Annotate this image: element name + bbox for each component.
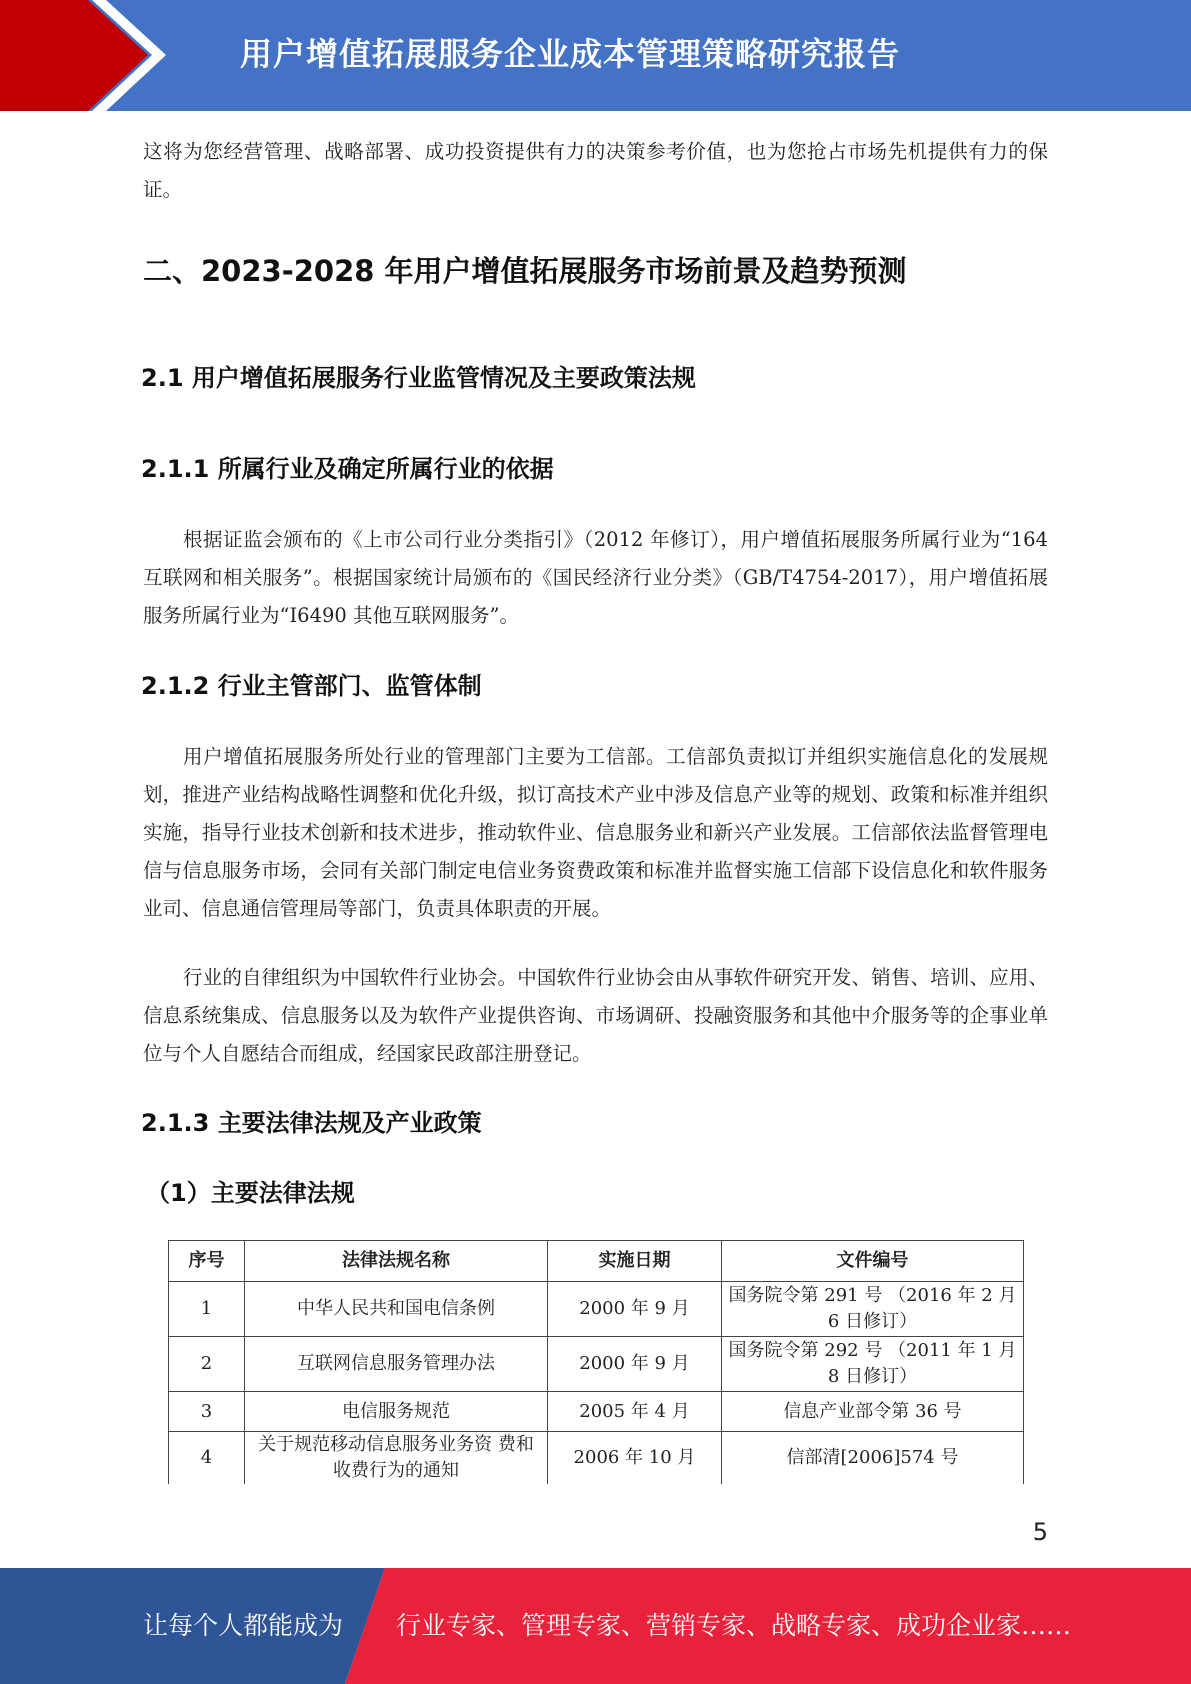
table-header-row <box>169 1241 1024 1282</box>
cell-doc: 国务院令第 292 号 （2011 年 1 月 8 日修订） <box>722 1337 1024 1392</box>
section-2-1-1-paragraph: 根据证监会颁布的《上市公司行业分类指引》（2012 年修订），用户增值拓展服务所属行业为“164 互联网和相关服务”。根据国家统计局颁布的《国民经济行业分类》（GB/T4754-2017），用户增值拓展服务所属行业为“I6490 其他互联网服务”。 <box>143 528 1048 627</box>
section-2-1-1-heading: 2.1.1 所属行业及确定所属行业的依据 <box>141 455 554 483</box>
cell-date: 2000 年 9 月 <box>548 1337 722 1392</box>
footer-banner <box>0 1568 1191 1684</box>
section-2-1-2-heading: 2.1.2 行业主管部门、监管体制 <box>141 672 482 700</box>
column-header-name: 法律法规名称 <box>245 1241 548 1282</box>
column-header-date: 实施日期 <box>548 1241 722 1282</box>
laws-table <box>168 1240 1024 1484</box>
column-header-no: 序号 <box>169 1241 245 1282</box>
section-2-1-2-paragraph-2: 行业的自律组织为中国软件行业协会。中国软件行业协会由从事软件研究开发、销售、培训、应用、信息系统集成、信息服务以及为软件产业提供咨询、市场调研、投融资服务和其他中介服务等的企事业单位与个人自愿结合而组成，经国家民政部注册登记。 <box>143 966 1048 1065</box>
cell-date: 2005 年 4 月 <box>548 1392 722 1432</box>
cell-name: 电信服务规范 <box>245 1392 548 1432</box>
section-2-heading: 二、2023-2028 年用户增值拓展服务市场前景及趋势预测 <box>143 254 907 288</box>
cell-doc: 国务院令第 291 号 （2016 年 2 月 6 日修订） <box>722 1282 1024 1337</box>
subsection-main-laws-heading: （1）主要法律法规 <box>146 1179 355 1207</box>
cell-no: 4 <box>169 1432 245 1485</box>
intro-paragraph: 这将为您经营管理、战略部署、成功投资提供有力的决策参考价值，也为您抢占市场先机提供有力的保证。 <box>143 140 1048 201</box>
cell-doc: 信部清[2006]574 号 <box>722 1432 1024 1485</box>
column-header-doc: 文件编号 <box>722 1241 1024 1282</box>
cell-name: 互联网信息服务管理办法 <box>245 1337 548 1392</box>
header-banner <box>0 0 1191 111</box>
cell-name: 中华人民共和国电信条例 <box>245 1282 548 1337</box>
cell-no: 3 <box>169 1392 245 1432</box>
cell-date: 2000 年 9 月 <box>548 1282 722 1337</box>
cell-no: 1 <box>169 1282 245 1337</box>
report-title: 用户增值拓展服务企业成本管理策略研究报告 <box>240 35 901 73</box>
section-2-1-heading: 2.1 用户增值拓展服务行业监管情况及主要政策法规 <box>141 364 696 392</box>
table-row <box>169 1432 1024 1485</box>
cell-no: 2 <box>169 1337 245 1392</box>
cell-doc: 信息产业部令第 36 号 <box>722 1392 1024 1432</box>
table-row <box>169 1337 1024 1392</box>
section-2-1-2-paragraph-1: 用户增值拓展服务所处行业的管理部门主要为工信部。工信部负责拟订并组织实施信息化的发展规划，推进产业结构战略性调整和优化升级，拟订高技术产业中涉及信息产业等的规划、政策和标准并组织实施，指导行业技术创新和技术进步，推动软件业、信息服务业和新兴产业发展。工信部依法监督管理电信与信息服务市场，会同有关部门制定电信业务资费政策和标准并监督实施工信部下设信息化和软件服务业司、信息通信管理局等部门，负责具体职责的开展。 <box>143 745 1048 920</box>
cell-date: 2006 年 10 月 <box>548 1432 722 1485</box>
cell-name: 关于规范移动信息服务业务资 费和收费行为的通知 <box>245 1432 548 1485</box>
section-2-1-3-heading: 2.1.3 主要法律法规及产业政策 <box>141 1109 482 1137</box>
table-row <box>169 1282 1024 1337</box>
table-row <box>169 1392 1024 1432</box>
footer-slogan-left: 让每个人都能成为 <box>143 1611 344 1640</box>
footer-slogan-right: 行业专家、管理专家、营销专家、战略专家、成功企业家…… <box>396 1611 1072 1640</box>
page-number: 5 <box>1032 1518 1048 1546</box>
